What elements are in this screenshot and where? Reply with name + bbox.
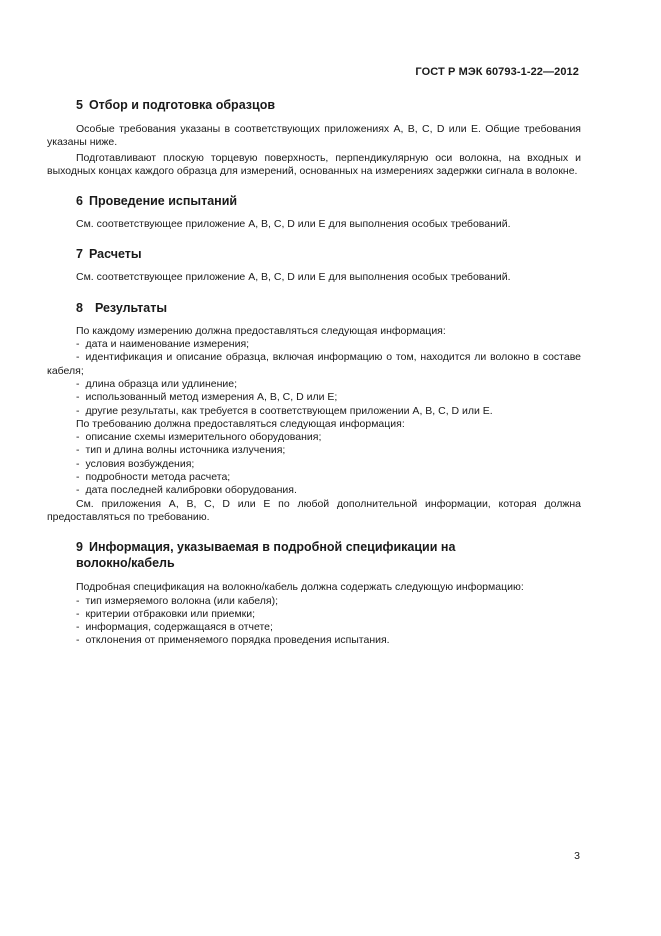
list-item-text: идентификация и описание образца, включая информацию о том, находится ли волокно в составе кабеля; xyxy=(47,351,581,377)
list-item-text: использованный метод измерения А, В, С, D или Е; xyxy=(85,391,338,404)
list-marker: - xyxy=(76,338,80,351)
paragraph: По требованию должна предоставляться следующая информация: xyxy=(76,417,405,430)
document-id-header: ГОСТ Р МЭК 60793-1-22—2012 xyxy=(415,66,579,78)
list-marker: - xyxy=(76,431,80,444)
list-marker: - xyxy=(76,484,80,497)
section-number: 9 xyxy=(76,540,83,555)
list-item-text: подробности метода расчета; xyxy=(85,471,231,484)
section-9-heading xyxy=(47,539,581,571)
list-marker: - xyxy=(76,457,80,470)
section-title-line-2: волокно/кабель xyxy=(76,556,175,571)
paragraph: Особые требования указаны в соответствующих приложениях A, B, C, D или E. Общие требования указаны ниже. xyxy=(47,123,581,149)
list-item xyxy=(47,431,581,444)
list-item xyxy=(47,595,581,608)
paragraph: См. соответствующее приложение А, В, С, D или Е для выполнения особых требований. xyxy=(76,218,511,231)
list-marker: - xyxy=(76,377,80,390)
paragraph: Подготавливают плоскую торцевую поверхность, перпендикулярную оси волокна, на входных и выходных концах каждого образца для измерений, основанных на измерениях задержки сигнала в волокне. xyxy=(47,151,581,177)
list-item-text: описание схемы измерительного оборудования; xyxy=(85,431,322,444)
list-item xyxy=(47,378,581,391)
list-item-text: другие результаты, как требуется в соответствующем приложении A, B, C, D или E. xyxy=(85,404,493,417)
paragraph: По каждому измерению должна предоставляться следующая информация: xyxy=(76,324,446,337)
list-marker: - xyxy=(76,404,80,417)
section-title: Расчеты xyxy=(88,247,142,262)
list-item-text: длина образца или удлинение; xyxy=(85,377,238,390)
list-item-text: информация, содержащаяся в отчете; xyxy=(85,621,273,634)
section-7-heading xyxy=(47,246,581,262)
list-marker: - xyxy=(76,607,80,620)
section-title: Результаты xyxy=(94,300,168,315)
page-number: 3 xyxy=(574,850,580,862)
list-item-text: отклонения от применяемого порядка проведения испытания. xyxy=(85,634,390,647)
list-marker: - xyxy=(76,471,80,484)
list-item xyxy=(47,608,581,621)
list-item-text: условия возбуждения; xyxy=(85,457,195,470)
section-number: 8 xyxy=(76,300,83,315)
list-marker: - xyxy=(76,391,80,404)
list-item xyxy=(47,338,581,351)
list-item-text: дата и наименование измерения; xyxy=(85,338,250,351)
list-marker: - xyxy=(76,621,80,634)
list-item xyxy=(47,634,581,647)
section-number: 6 xyxy=(76,194,83,209)
section-6-heading xyxy=(47,193,581,209)
list-item xyxy=(47,405,581,418)
section-5-heading xyxy=(47,97,581,113)
list-item xyxy=(47,484,581,497)
section-number: 7 xyxy=(76,247,83,262)
paragraph: Подробная спецификация на волокно/кабель должна содержать следующую информацию: xyxy=(76,581,524,594)
paragraph: См. соответствующее приложение А, В, С, D или Е для выполнения особых требований. xyxy=(76,271,511,284)
list-marker: - xyxy=(76,594,80,607)
list-item-text: тип и длина волны источника излучения; xyxy=(85,444,286,457)
document-body xyxy=(47,97,581,648)
list-item xyxy=(47,458,581,471)
list-item-text: критерии отбраковки или приемки; xyxy=(85,607,256,620)
list-item xyxy=(47,391,581,404)
section-title-line-1: Информация, указываемая в подробной спецификации на xyxy=(88,540,456,555)
section-number: 5 xyxy=(76,98,83,112)
section-8-heading xyxy=(47,300,581,316)
section-title: Отбор и подготовка образцов xyxy=(88,98,276,112)
section-title: Проведение испытаний xyxy=(88,194,238,209)
list-marker: - xyxy=(76,351,80,364)
paragraph: См. приложения А, В, С, D или Е по любой дополнительной информации, которая должна предоставляться по требованию. xyxy=(47,497,581,523)
list-item xyxy=(47,621,581,634)
list-marker: - xyxy=(76,634,80,647)
list-item xyxy=(47,351,581,378)
list-item xyxy=(47,444,581,457)
list-marker: - xyxy=(76,444,80,457)
list-item-text: тип измеряемого волокна (или кабеля); xyxy=(85,594,279,607)
list-item xyxy=(47,471,581,484)
list-item-text: дата последней калибровки оборудования. xyxy=(85,484,297,497)
